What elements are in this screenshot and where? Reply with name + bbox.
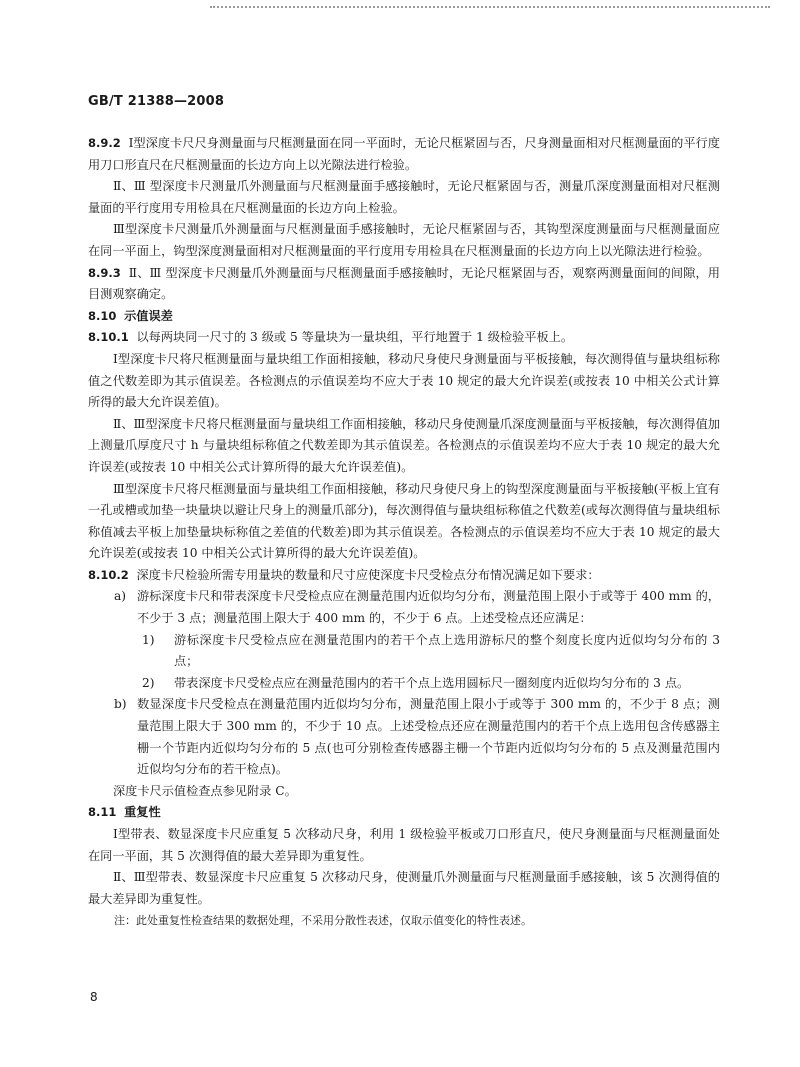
- paragraph: Ⅲ型深度卡尺将尺框测量面与量块组工作面相接触，移动尺身使尺身上的钩型深度测量面与平板接触(平板上宜有一孔或槽或加垫一块量块以避让尺身上的测量爪部分)，每次测得值与量块组标称值之代数差(或每次测得值与量块组标称值减去平板上加垫量块标称值之差值的代数差)即为其示值误差。各检测点的示值误差均不应大于表 10 规定的最大允许误差(或按表 10 中相关公式计算所得的最大允许误差值)。: [88, 481, 720, 561]
- list-text: 游标深度卡尺受检点应在测量范围内的若干个点上选用游标尺的整个刻度长度内近似均匀分布的 3 点；: [174, 632, 720, 669]
- clause-number: 8.9.3: [88, 265, 121, 280]
- paragraph: Ⅰ型深度卡尺将尺框测量面与量块组工作面相接触，移动尺身使尺身测量面与平板接触，每次测得值与量块组标称值之代数差即为其示值误差。各检测点的示值误差均不应大于表 10 规定的最大允许误差(或按表 10 中相关公式计算所得的最大允许误差值)。: [88, 351, 720, 410]
- list-text: 数显深度卡尺受检点在测量范围内近似均匀分布，测量范围上限小于或等于 300 mm 的，不少于 8 点；测量范围上限大于 300 mm 的，不少于 10 点。上述受检点还应在测量范围内的若干个点上选用包含传感器主栅一个节距内近似均匀分布的 5 点(也可分别检查传感器主栅一个节距内近似均匀分布的 5 点及测量范围内近似均匀分布的若干检点)。: [137, 697, 720, 777]
- paragraph: 深度卡尺示值检查点参见附录 C。: [113, 783, 297, 798]
- page-number: 8: [90, 990, 98, 1004]
- clause-8-9-2: [88, 133, 720, 176]
- paragraph: Ⅱ、Ⅲ型带表、数显深度卡尺应重复 5 次移动尺身，使测量爪外测量面与尺框测量面手感接触，该 5 次测得值的最大差异即为重复性。: [88, 870, 720, 906]
- clause-number: 8.10.2: [88, 567, 129, 582]
- list-label: a): [114, 589, 127, 604]
- section-8-11-heading: [88, 802, 720, 824]
- section-8-10-heading: [88, 306, 720, 328]
- paragraph: Ⅱ、Ⅲ型深度卡尺将尺框测量面与量块组工作面相接触，移动尺身使测量爪深度测量面与平板接触，每次测得值加上测量爪厚度尺寸 h 与量块组标称值之代数差即为其示值误差。各检测点的示值误差均不应大于表 10 规定的最大允许误差(或按表 10 中相关公式计算所得的最大允许误差值)。: [88, 416, 720, 474]
- clause-number: 8.9.2: [88, 136, 121, 150]
- paragraph: Ⅱ、Ⅲ 型深度卡尺测量爪外测量面与尺框测量面手感接触时，无论尺框紧固与否，测量爪深度测量面相对尺框测量面的平行度用专用检具在尺框测量面的长边方向上检验。: [88, 179, 720, 215]
- section-number: 8.11: [88, 805, 117, 820]
- section-number: 8.10: [88, 308, 117, 323]
- clause-number: 8.10.1: [88, 330, 129, 345]
- document-body: [88, 133, 720, 931]
- clause-8-10-2: [88, 565, 720, 587]
- list-item-a-2: [88, 673, 720, 695]
- paragraph: Ⅲ型深度卡尺测量爪外测量面与尺框测量面手感接触时，无论尺框紧固与否，其钩型深度测量面与尺框测量面应在同一平面上，钩型深度测量面相对尺框测量面的平行度用专用检具在尺框测量面的长边方向上以光隙法进行检验。: [88, 222, 720, 258]
- list-text: 带表深度卡尺受检点应在测量范围内的若干个点上选用圆标尺一圈刻度内近似均匀分布的 3 点。: [174, 675, 690, 690]
- clause-text: 深度卡尺检验所需专用量块的数量和尺寸应使深度卡尺受检点分布情况满足如下要求：: [136, 567, 600, 582]
- list-item-a-1: [88, 630, 720, 673]
- list-label: b): [114, 697, 127, 712]
- list-label: 2): [142, 675, 155, 690]
- clause-8-10-1: [88, 327, 720, 349]
- list-text: 游标深度卡尺和带表深度卡尺受检点应在测量范围内近似均匀分布，测量范围上限小于或等于 400 mm 的，不少于 3 点；测量范围上限大于 400 mm 的，不少于 6 点。上述受检点还应满足：: [137, 589, 720, 626]
- standard-id: GB/T 21388—2008: [88, 94, 225, 109]
- section-title: 示值误差: [124, 308, 173, 323]
- list-item-a: [88, 586, 720, 629]
- clause-text: 以每两块同一尺寸的 3 级或 5 等量块为一量块组，平行地置于 1 级检验平板上。: [136, 330, 574, 345]
- section-title: 重复性: [124, 805, 161, 820]
- list-label: 1): [142, 632, 155, 647]
- clause-text: Ⅱ、Ⅲ 型深度卡尺测量爪外测量面与尺框测量面手感接触时，无论尺框紧固与否，观察两测量面间的间隙，用目测观察确定。: [88, 265, 720, 302]
- clause-8-9-3: [88, 263, 720, 306]
- note: 注：此处重复性检查结果的数据处理，不采用分散性表述，仅取示值变化的特性表述。: [114, 914, 532, 928]
- top-border-line: [210, 0, 770, 8]
- paragraph: Ⅰ型带表、数显深度卡尺应重复 5 次移动尺身，利用 1 级检验平板或刀口形直尺，使尺身测量面与尺框测量面处在同一平面，其 5 次测得值的最大差异即为重复性。: [88, 827, 720, 863]
- clause-text: Ⅰ型深度卡尺尺身测量面与尺框测量面在同一平面时，无论尺框紧固与否，尺身测量面相对尺框测量面的平行度用刀口形直尺在尺框测量面的长边方向上以光隙法进行检验。: [88, 136, 720, 172]
- list-item-b: [88, 694, 720, 780]
